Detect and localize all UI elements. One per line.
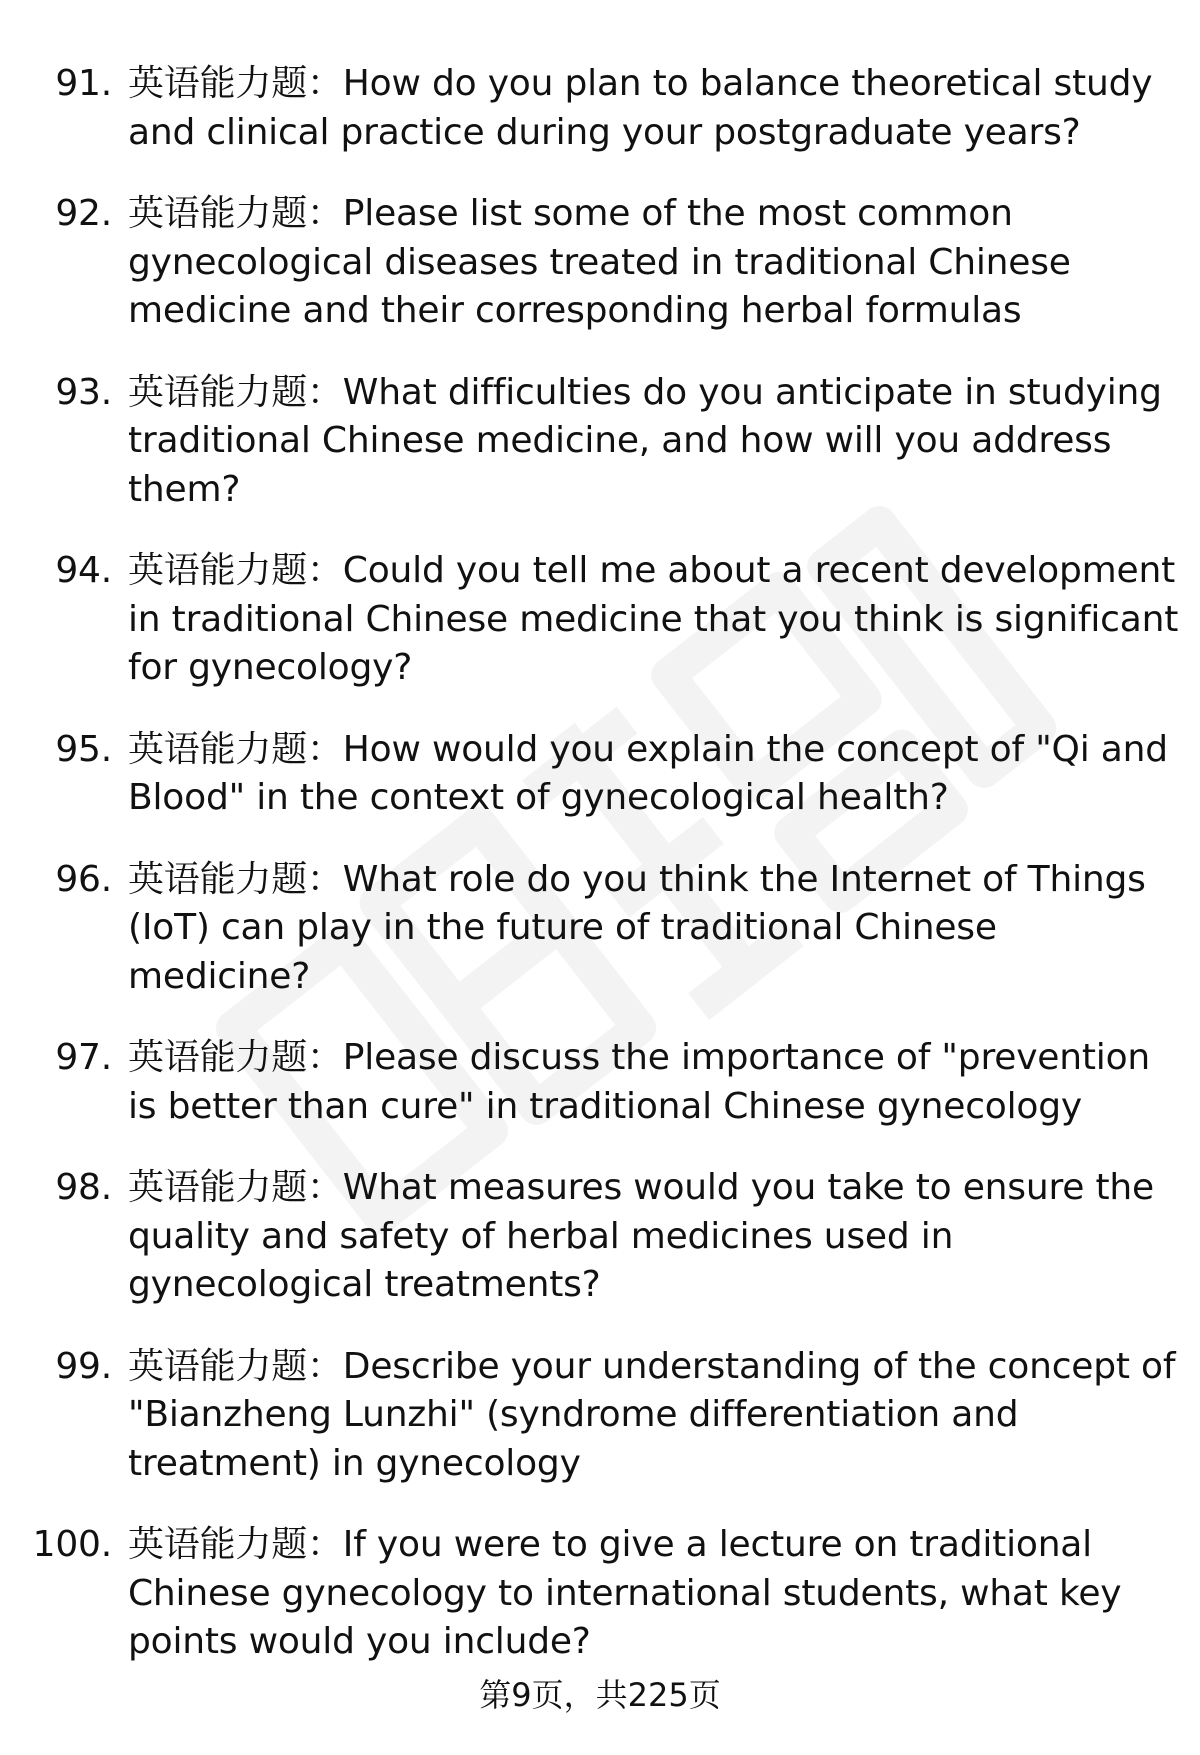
question-item	[0, 1164, 1200, 1310]
question-number: 97.	[55, 1037, 112, 1078]
question-item	[0, 856, 1200, 1002]
question-item	[0, 726, 1200, 823]
question-number: 100.	[32, 1524, 112, 1565]
page-footer	[0, 1675, 1200, 1715]
question-text: 英语能力题：Please discuss the importance of "prevention is better than cure" in traditional Chinese gynecology	[128, 1037, 1151, 1127]
page-number-label: 第9页，共225页	[479, 1676, 721, 1714]
question-item	[0, 1343, 1200, 1489]
question-item	[0, 547, 1200, 693]
question-number: 94.	[55, 550, 112, 591]
question-item	[0, 190, 1200, 336]
question-text: 英语能力题：If you were to give a lecture on traditional Chinese gynecology to international students, what key points would you include?	[128, 1524, 1122, 1662]
question-list	[0, 60, 1200, 1700]
question-number: 93.	[55, 371, 112, 413]
question-number: 92.	[55, 193, 112, 234]
question-text: 英语能力题：How would you explain the concept of "Qi and Blood" in the context of gynecological health?	[128, 728, 1168, 818]
question-text: 英语能力题：What difficulties do you anticipate in studying traditional Chinese medicine, and how will you address them?	[128, 371, 1162, 510]
question-number: 95.	[55, 728, 112, 770]
question-number: 98.	[55, 1167, 112, 1208]
question-text: 英语能力题：How do you plan to balance theoretical study and clinical practice during your postgraduate years?	[128, 63, 1153, 153]
question-item	[0, 369, 1200, 515]
question-item	[0, 1521, 1200, 1667]
question-number: 99.	[55, 1345, 112, 1387]
question-text: 英语能力题：What role do you think the Internet of Things (IoT) can play in the future of traditional Chinese medicine?	[128, 858, 1146, 997]
question-item	[0, 1034, 1200, 1131]
question-item	[0, 60, 1200, 157]
question-text: 英语能力题：Describe your understanding of the concept of "Bianzheng Lunzhi" (syndrome differentiation and treatment) in gynecology	[128, 1345, 1176, 1484]
question-number: 96.	[55, 858, 112, 900]
question-text: 英语能力题：Please list some of the most common gynecological diseases treated in traditional Chinese medicine and their corresponding herbal formulas	[128, 193, 1071, 331]
question-text: 英语能力题：Could you tell me about a recent development in traditional Chinese medicine that you think is significant for gynecology?	[128, 550, 1179, 688]
question-number: 91.	[55, 63, 112, 104]
question-text: 英语能力题：What measures would you take to ensure the quality and safety of herbal medicines used in gynecological treatments?	[128, 1167, 1154, 1305]
